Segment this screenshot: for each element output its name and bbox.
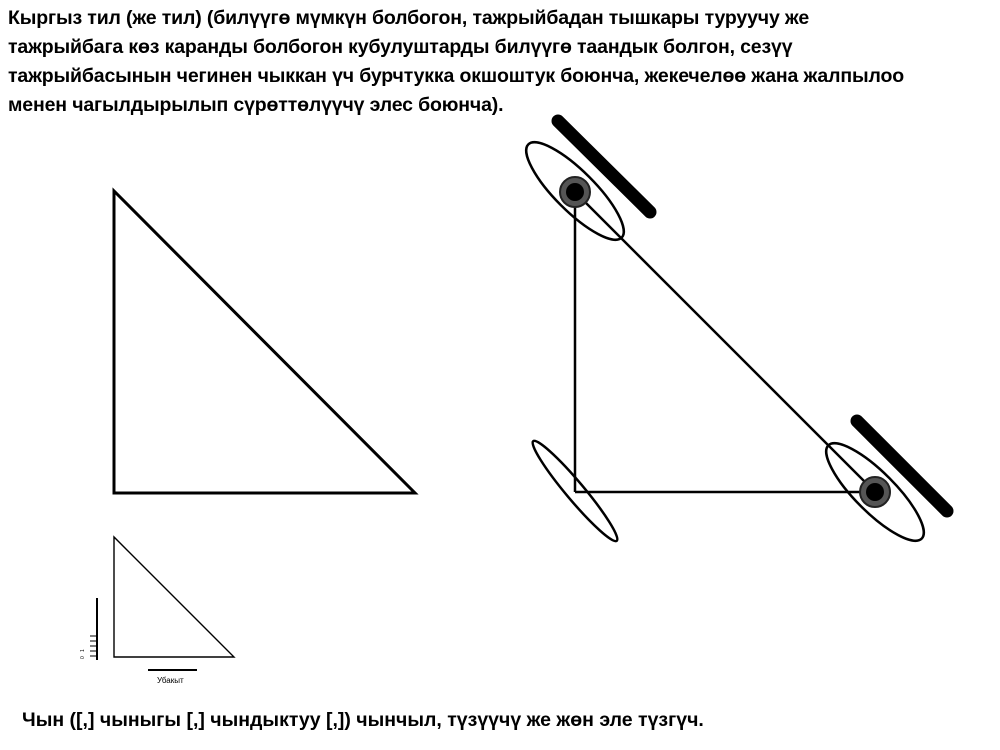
small-triangle-group xyxy=(80,537,234,685)
small-y-tick-top: 1 xyxy=(80,649,86,652)
small-y-tick-bottom: 0 xyxy=(80,656,86,659)
heading-line-3: тажрыйбасынын чегинен чыккан үч бурчтукка окшоштук боюнча, жекечелөө жана жалпылоо xyxy=(8,65,904,87)
small-y-ticks xyxy=(90,636,97,656)
right-joint-core xyxy=(866,483,884,501)
heading-line-4: менен чагылдырылып сүрөттөлүүчү элес боюнча). xyxy=(8,94,504,116)
hypotenuse-edge xyxy=(575,192,875,492)
large-triangle xyxy=(114,191,415,493)
top-joint-core xyxy=(566,183,584,201)
heading-line-2: тажрыйбага көз каранды болбогон кубулуштарды билүүгө таандык болгон, сезүү xyxy=(8,36,793,58)
heading-line-1: Кыргыз тил (же тил) (билүүгө мүмкүн болбогон, тажрыйбадан тышкары туруучу же xyxy=(8,7,810,29)
mechanism-triangle-group xyxy=(514,121,947,553)
small-x-label: Убакыт xyxy=(157,676,184,685)
small-triangle xyxy=(114,537,234,657)
footer-text: Чын ([,] чыныгы [,] чындыктуу [,]) чынчыл, түзүүчү же жөн эле түзгүч. xyxy=(22,709,704,731)
